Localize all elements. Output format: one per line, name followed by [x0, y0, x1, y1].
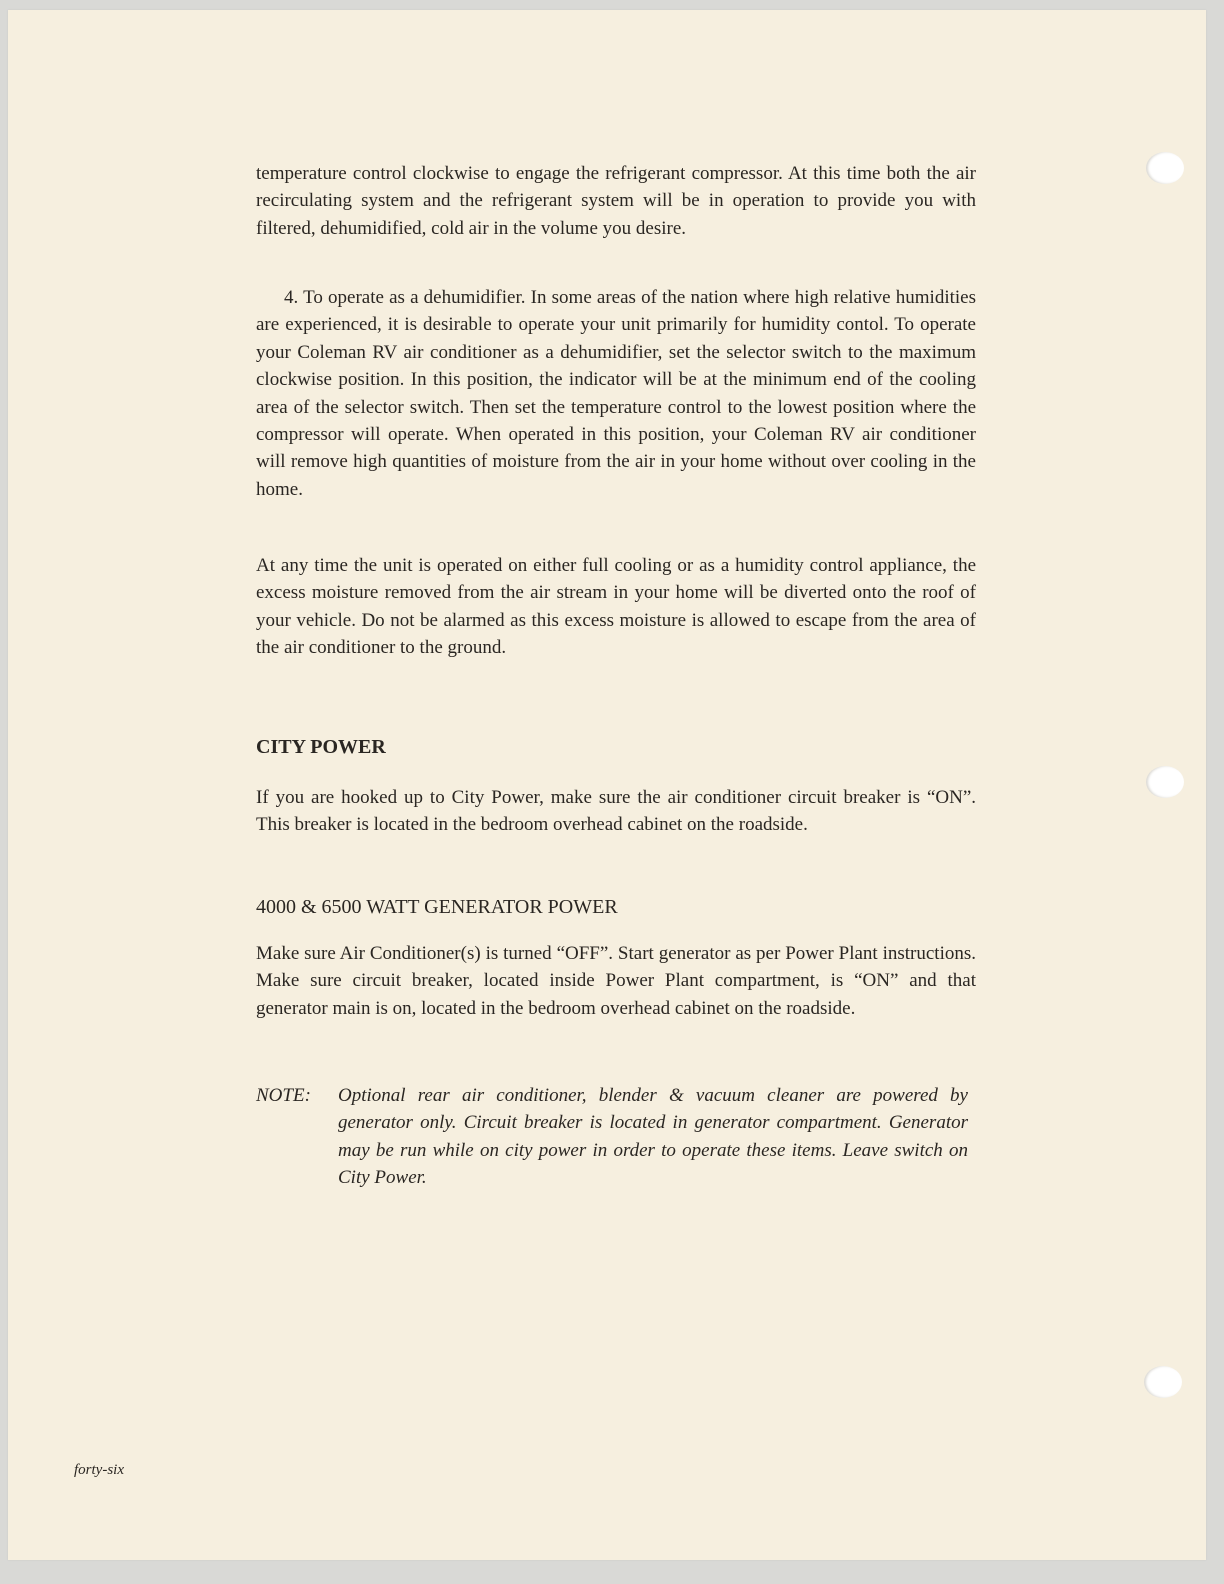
city-power-paragraph: If you are hooked up to City Power, make sure the air conditioner circuit breaker is “ON”. This breaker is located in the bedroom overhead cabinet on the roadside. — [256, 787, 976, 836]
paragraph-compressor: temperature control clockwise to engage the refrigerant compressor. At this time both the air recirculating system and the refrigerant system will be in operation to provide you with filtered, dehumidified, cold air in the volume you desire. — [256, 163, 976, 239]
city-power-heading: CITY POWER — [256, 736, 386, 758]
binder-hole — [1146, 766, 1184, 798]
note-body: Optional rear air conditioner, blender & vacuum cleaner are powered by generator only. Circuit breaker is located in generator compartment. Generator may be run while on city power in order to operate these items. Leave switch on City Power. — [338, 1085, 968, 1189]
generator-power-paragraph: Make sure Air Conditioner(s) is turned “OFF”. Start generator as per Power Plant instructions. Make sure circuit breaker, located inside Power Plant compartment, is “ON” and that generator main is on, located in the bedroom overhead cabinet on the roadside. — [256, 943, 976, 1019]
page-number: forty-six — [74, 1462, 124, 1478]
note-label: NOTE: — [256, 1085, 311, 1106]
document-page — [8, 10, 1206, 1560]
paragraph-dehumidifier: 4. To operate as a dehumidifier. In some areas of the nation where high relative humidities are experienced, it is desirable to operate your unit primarily for humidity contol. To operate your Coleman RV air conditioner as a dehumidifier, set the selector switch to the maximum clockwise position. In this position, the indicator will be at the minimum end of the cooling area of the selector switch. Then set the temperature control to the lowest position where the compressor will operate. When operated in this position, your Coleman RV air conditioner will remove high quantities of moisture from the air in your home without over cooling in the home. — [256, 287, 976, 500]
paragraph-moisture: At any time the unit is operated on either full cooling or as a humidity control appliance, the excess moisture removed from the air stream in your home will be diverted onto the roof of your vehicle. Do not be alarmed as this excess moisture is allowed to escape from the area of the air conditioner to the ground. — [256, 555, 976, 659]
generator-power-heading: 4000 & 6500 WATT GENERATOR POWER — [256, 896, 618, 918]
binder-hole — [1144, 1366, 1182, 1398]
binder-hole — [1146, 152, 1184, 184]
